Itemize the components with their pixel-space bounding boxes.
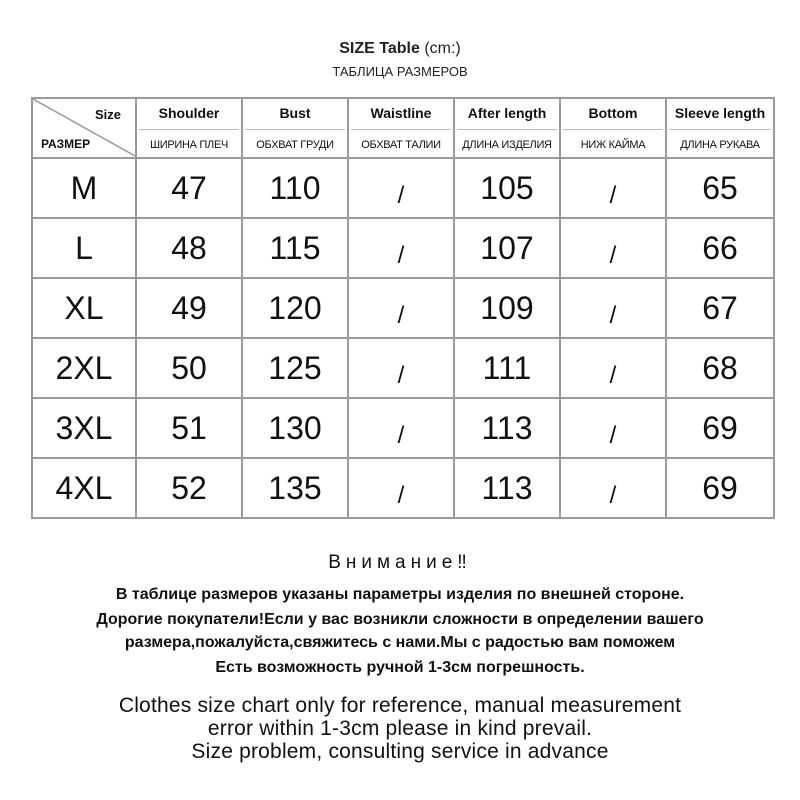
waistline-cell: [348, 218, 454, 278]
table-row: [32, 158, 774, 218]
bottom-cell: [560, 338, 666, 398]
column-header-bust: [242, 98, 348, 158]
english-note-line: Size problem, consulting service in advance: [191, 740, 609, 763]
notice-line: Есть возможность ручной 1-3см погрешность.: [215, 659, 585, 676]
table-row: [32, 338, 774, 398]
empty-value-slash: /: [397, 481, 405, 509]
waistline-cell: [348, 398, 454, 458]
empty-value-slash: /: [609, 361, 617, 389]
sleeve-length-cell: 68: [666, 338, 774, 398]
notice-title: Внимание‼: [328, 552, 472, 573]
notice-line: размера,пожалуйста,свяжитесь с нами.Мы с радостью вам поможем: [124, 634, 676, 651]
notice-line: В таблице размеров указаны параметры изделия по внешней стороне.: [115, 586, 685, 603]
empty-value-slash: /: [609, 301, 617, 329]
bust-cell: 115: [242, 218, 348, 278]
column-header-en: Bust: [245, 105, 345, 130]
shoulder-cell: 52: [136, 458, 242, 518]
column-header-en: Waistline: [351, 105, 451, 130]
corner-size-label: Size: [94, 107, 121, 122]
after-length-cell: 107: [454, 218, 560, 278]
after-length-cell: 111: [454, 338, 560, 398]
after-length-cell: 105: [454, 158, 560, 218]
bust-cell: 135: [242, 458, 348, 518]
column-header-en: Sleeve length: [669, 105, 771, 130]
shoulder-cell: 51: [136, 398, 242, 458]
waistline-cell: [348, 158, 454, 218]
empty-value-slash: /: [609, 421, 617, 449]
column-header-en: After length: [457, 105, 557, 130]
after-length-cell: 113: [454, 458, 560, 518]
bottom-cell: [560, 278, 666, 338]
size-cell: M: [32, 158, 136, 218]
size-cell: XL: [32, 278, 136, 338]
column-header-waistline: [348, 98, 454, 158]
column-header-bottom: [560, 98, 666, 158]
column-header-shoulder: [136, 98, 242, 158]
after-length-cell: 109: [454, 278, 560, 338]
bust-cell: 130: [242, 398, 348, 458]
column-header-en: Shoulder: [139, 105, 239, 130]
shoulder-cell: 50: [136, 338, 242, 398]
column-header-after-length: [454, 98, 560, 158]
column-header-ru: ДЛИНА ИЗДЕЛИЯ: [462, 139, 552, 151]
empty-value-slash: /: [609, 181, 617, 209]
bottom-cell: [560, 398, 666, 458]
column-header-sleeve-length: [666, 98, 774, 158]
shoulder-cell: 48: [136, 218, 242, 278]
page-subtitle: ТАБЛИЦА РАЗМЕРОВ: [332, 64, 468, 79]
table-row: [32, 218, 774, 278]
size-cell: 4XL: [32, 458, 136, 518]
english-note-line: error within 1-3cm please in kind prevail.: [207, 717, 593, 740]
waistline-cell: [348, 338, 454, 398]
empty-value-slash: /: [397, 181, 405, 209]
bust-cell: 120: [242, 278, 348, 338]
page-title: [0, 40, 800, 58]
table-row: [32, 398, 774, 458]
column-header-ru: ОБХВАТ ТАЛИИ: [361, 139, 441, 151]
empty-value-slash: /: [397, 421, 405, 449]
title-unit: (cm:): [424, 40, 461, 57]
sleeve-length-cell: 66: [666, 218, 774, 278]
bottom-cell: [560, 458, 666, 518]
table-row: [32, 278, 774, 338]
empty-value-slash: /: [397, 301, 405, 329]
bottom-cell: [560, 218, 666, 278]
column-header-ru: ДЛИНА РУКАВА: [680, 139, 760, 151]
title-bold: SIZE Table: [339, 40, 420, 57]
corner-ru-label: РАЗМЕР: [41, 137, 91, 151]
bottom-cell: [560, 158, 666, 218]
size-cell: 2XL: [32, 338, 136, 398]
shoulder-cell: 47: [136, 158, 242, 218]
english-note-line: Clothes size chart only for reference, manual measurement: [118, 694, 682, 717]
corner-cell: [32, 98, 136, 158]
bust-cell: 110: [242, 158, 348, 218]
table-row: [32, 458, 774, 518]
sleeve-length-cell: 69: [666, 458, 774, 518]
column-header-ru: ОБХВАТ ГРУДИ: [256, 139, 334, 151]
empty-value-slash: /: [397, 361, 405, 389]
waistline-cell: [348, 458, 454, 518]
size-cell: 3XL: [32, 398, 136, 458]
size-table: [31, 97, 775, 519]
size-cell: L: [32, 218, 136, 278]
table-header-row: [32, 98, 774, 158]
empty-value-slash: /: [609, 241, 617, 269]
bust-cell: 125: [242, 338, 348, 398]
waistline-cell: [348, 278, 454, 338]
column-header-ru: НИЖ КАЙМА: [580, 139, 646, 151]
after-length-cell: 113: [454, 398, 560, 458]
column-header-ru: ШИРИНА ПЛЕЧ: [149, 139, 229, 151]
empty-value-slash: /: [397, 241, 405, 269]
notice-line: Дорогие покупатели!Если у вас возникли сложности в определении вашего: [96, 611, 704, 628]
column-header-en: Bottom: [563, 105, 663, 130]
sleeve-length-cell: 69: [666, 398, 774, 458]
empty-value-slash: /: [609, 481, 617, 509]
sleeve-length-cell: 65: [666, 158, 774, 218]
shoulder-cell: 49: [136, 278, 242, 338]
sleeve-length-cell: 67: [666, 278, 774, 338]
